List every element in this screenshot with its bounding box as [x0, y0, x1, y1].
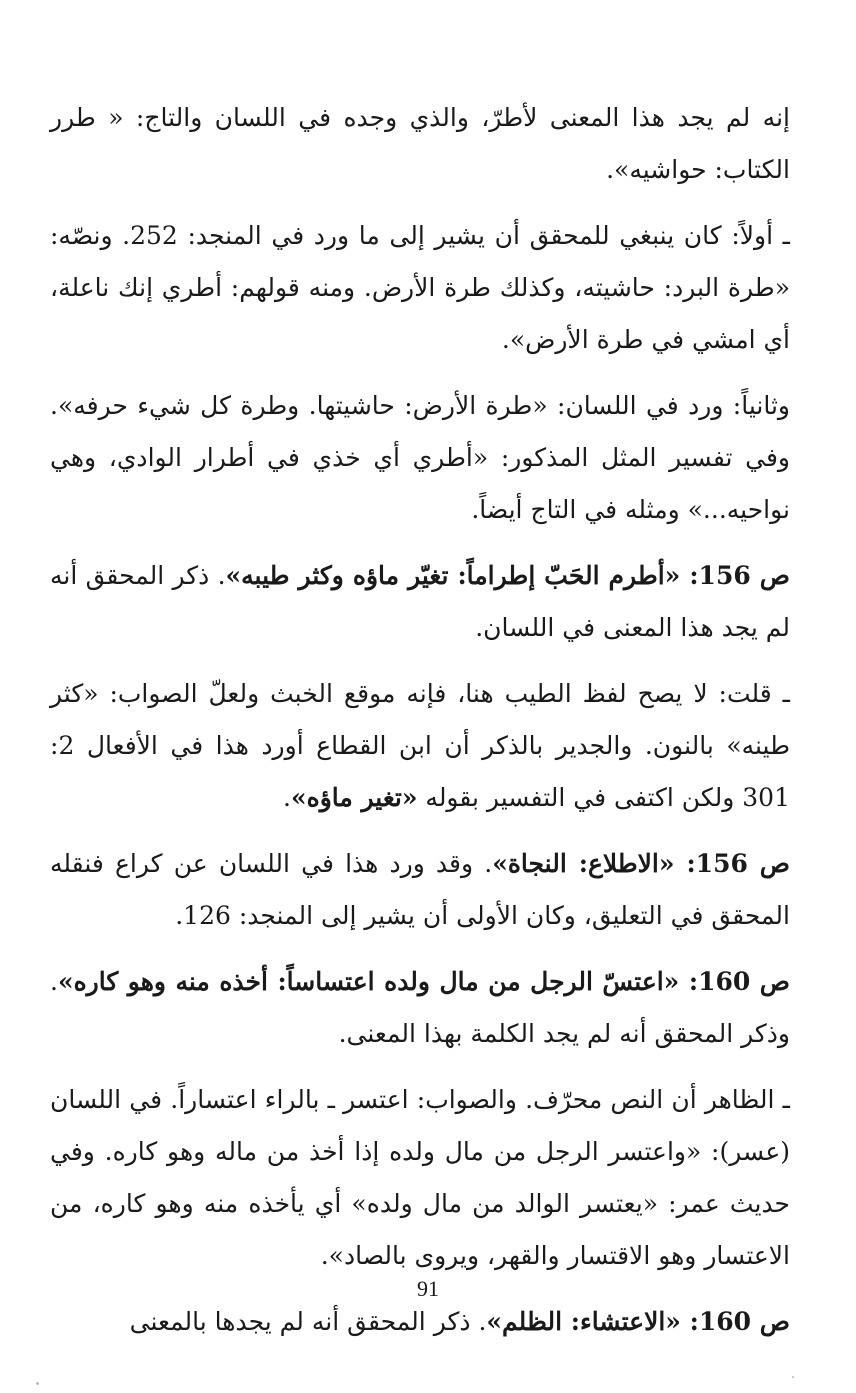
- paragraph-9-text: . ذكر المحقق أنه لم يجدها بالمعنى: [129, 1307, 487, 1336]
- paragraph-7-page-ref: ص 160:: [679, 967, 790, 996]
- paragraph-5-text: ـ قلت: لا يصح لفظ الطيب هنا، فإنه موقع الخبث ولعلّ الصواب: «كثر طينه» بالنون. والجدير بالذكر أن ابن القطاع أورد هذا في الأفعال 2: 301 ولكن اكتفى في التفسير بقوله: [50, 679, 790, 812]
- paragraph-6-quote: «الاطلاع: النجاة»: [492, 849, 675, 878]
- paragraph-8: [50, 1074, 790, 1282]
- paragraph-9-page-ref: ص 160:: [680, 1307, 790, 1336]
- page-body: [50, 92, 790, 1362]
- paragraph-6: [50, 838, 790, 942]
- paragraph-4-page-ref: ص 156:: [680, 561, 790, 590]
- paragraph-9-quote: «الاعتشاء: الظلم»: [486, 1307, 681, 1336]
- paragraph-2-text: ـ أولاً: كان ينبغي للمحقق أن يشير إلى ما ورد في المنجد: 252. ونصّه: «طرة البرد: حاشيته، وكذلك طرة الأرض. ومنه قولهم: أطري إنك ناعلة، أي امشي في طرة الأرض».: [50, 221, 790, 354]
- paragraph-8-text: ـ الظاهر أن النص محرّف. والصواب: اعتسر ـ بالراء اعتساراً. في اللسان (عسر): «واعتسر الرجل من مال ولده إذا أخذ من ماله وهو كاره. وفي حديث عمر: «يعتسر الوالد من مال ولده» أي يأخذه منه وهو كاره، من الاعتسار وهو الاقتسار والقهر، ويروى بالصاد».: [50, 1085, 790, 1270]
- scan-speck: [792, 1376, 794, 1378]
- paragraph-3: [50, 380, 790, 536]
- paragraph-7-text: . وذكر المحقق أنه لم يجد الكلمة بهذا المعنى.: [50, 967, 790, 1048]
- scan-speck: [36, 1382, 39, 1385]
- page-number: 91: [417, 1276, 439, 1301]
- paragraph-6-page-ref: ص 156:: [674, 849, 791, 878]
- paragraph-1: [50, 92, 790, 196]
- paragraph-4-text: . ذكر المحقق أنه لم يجد هذا المعنى في اللسان.: [50, 561, 790, 642]
- paragraph-6-text: . وقد ورد هذا في اللسان عن كراع فنقله المحقق في التعليق، وكان الأولى أن يشير إلى المنجد: 126.: [50, 849, 790, 930]
- paragraph-2: [50, 210, 790, 366]
- paragraph-5-end: .: [283, 783, 291, 812]
- paragraph-5: [50, 668, 790, 824]
- paragraph-4: [50, 550, 790, 654]
- paragraph-9: [50, 1296, 790, 1348]
- paragraph-7: [50, 956, 790, 1060]
- paragraph-4-quote: «أطرم الحَبّ إطراماً: تغيّر ماؤه وكثر طيبه»: [225, 561, 681, 590]
- paragraph-5-quote: «تغير ماؤه»: [290, 783, 418, 812]
- paragraph-1-text: إنه لم يجد هذا المعنى لأطرّ، والذي وجده في اللسان والتاج: « طرر الكتاب: حواشيه».: [50, 103, 790, 184]
- paragraph-7-quote: «اعتسّ الرجل من مال ولده اعتساساً: أخذه منه وهو كاره»: [57, 967, 680, 996]
- paragraph-3-text: وثانياً: ورد في اللسان: «طرة الأرض: حاشيتها. وطرة كل شيء حرفه». وفي تفسير المثل المذكور: «أطري أي خذي في أطرار الوادي، وهي نواحيه...» ومثله في التاج أيضاً.: [50, 391, 790, 524]
